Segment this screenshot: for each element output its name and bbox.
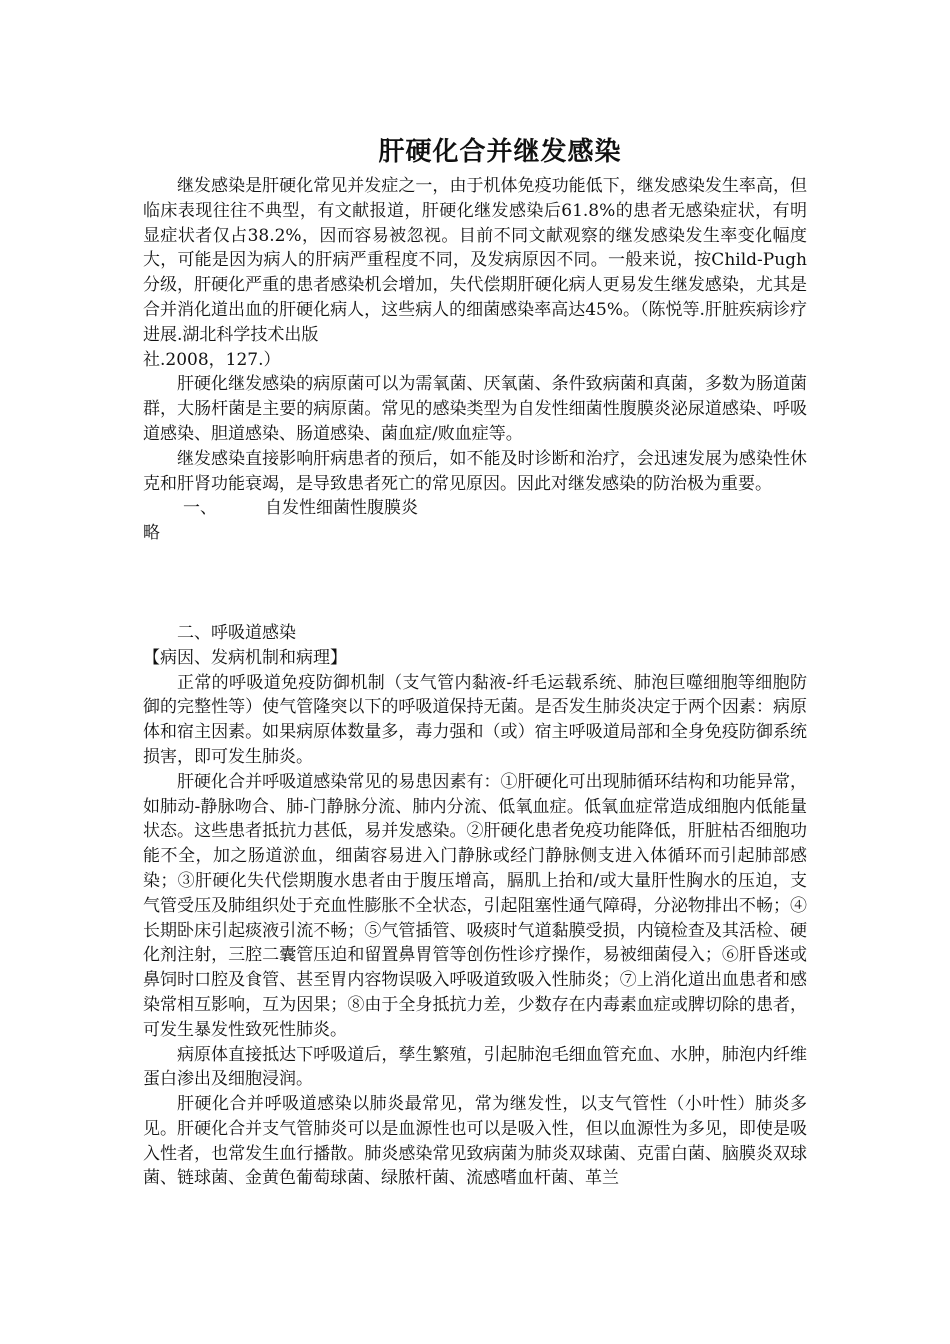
blank-space [143,546,807,621]
paragraph-pathology: 病原体直接抵达下呼吸道后，孳生繁殖，引起肺泡毛细血管充血、水肿，肺泡内纤维蛋白渗出及细胞浸润。 [143,1044,807,1090]
paragraph-risk-factors: 肝硬化合并呼吸道感染常见的易患因素有：①肝硬化可出现肺循环结构和功能异常，如肺动-静脉吻合、肺-门静脉分流、肺内分流、低氧血症。低氧血症常造成细胞内低能量状态。这些患者抵抗力甚低，易并发感染。②肝硬化患者免疫功能降低，肝脏枯否细胞功能不全，加之肠道淤血，细菌容易进入门静脉或经门静脉侧支进入体循环而引起肺部感染；③肝硬化失代偿期腹水患者由于腹压增高，膈肌上抬和/或大量肝性胸水的压迫，支气管受压及肺组织处于充血性膨胀不全状态，引起阻塞性通气障碍，分泌物排出不畅；④长期卧床引起痰液引流不畅；⑤气管插管、吸痰时气道黏膜受损，内镜检查及其活检、硬化剂注射，三腔二囊管压迫和留置鼻胃管等创伤性诊疗操作，易被细菌侵入；⑥肝昏迷或鼻饲时口腔及食管、甚至胃内容物误吸入呼吸道致吸入性肺炎；⑦上消化道出血患者和感染常相互影响，互为因果；⑧由于全身抵抗力差，少数存在内毒素血症或脾切除的患者，可发生暴发性致死性肺炎。 [143,771,807,1040]
section-heading-1 [143,496,807,521]
document-body [143,174,807,1191]
section-body-1: 略 [143,523,160,544]
section-title-1: 自发性细菌性腹膜炎 [265,498,418,519]
section-number-1: 一、 [183,498,217,519]
paragraph-defense: 正常的呼吸道免疫防御机制（支气管内黏液-纤毛运载系统、肺泡巨噬细胞等细胞防御的完整性等）使气管隆突以下的呼吸道保持无菌。是否发生肺炎决定于两个因素：病原体和宿主因素。如果病原体数量多，毒力强和（或）宿主呼吸道局部和全身免疫防御系统损害，即可发生肺炎。 [143,672,807,767]
paragraph-intro: 继发感染是肝硬化常见并发症之一，由于机体免疫功能低下，继发感染发生率高，但临床表现往往不典型，有文献报道，肝硬化继发感染后61.8%的患者无感染症状，有明显症状者仅占38.2%，因而容易被忽视。目前不同文献观察的继发感染发生率变化幅度大，可能是因为病人的肝病严重程度不同，及发病原因不同。一般来说，按Child-Pugh分级，肝硬化严重的患者感染机会增加，失代偿期肝硬化病人更易发生继发感染，尤其是合并消化道出血的肝硬化病人，这些病人的细菌感染率高达45%。（陈悦等.肝脏疾病诊疗进展.湖北科学技术出版 [143,176,807,345]
subheading-etiology: 【病因、发病机制和病理】 [143,647,347,668]
section-heading-2: 二、呼吸道感染 [177,622,296,643]
paragraph-prognosis: 继发感染直接影响肝病患者的预后，如不能及时诊断和治疗，会迅速发展为感染性休克和肝肾功能衰竭，是导致患者死亡的常见原因。因此对继发感染的防治极为重要。 [143,448,807,494]
paragraph-pathogens: 肝硬化继发感染的病原菌可以为需氧菌、厌氧菌、条件致病菌和真菌，多数为肠道菌群，大肠杆菌是主要的病原菌。常见的感染类型为自发性细菌性腹膜炎泌尿道感染、呼吸道感染、胆道感染、肠道感染、菌血症/败血症等。 [143,374,807,444]
page-title: 肝硬化合并继发感染 [378,137,622,167]
paragraph-intro-citation: 社.2008，127.） [143,349,281,370]
paragraph-pneumonia: 肝硬化合并呼吸道感染以肺炎最常见，常为继发性，以支气管性（小叶性）肺炎多见。肝硬化合并支气管肺炎可以是血源性也可以是吸入性，但以血源性为多见，即使是吸入性者，也常发生血行播散。肺炎感染常见致病菌为肺炎双球菌、克雷白菌、脑膜炎双球菌、链球菌、金黄色葡萄球菌、绿脓杆菌、流感嗜血杆菌、革兰 [143,1094,807,1189]
